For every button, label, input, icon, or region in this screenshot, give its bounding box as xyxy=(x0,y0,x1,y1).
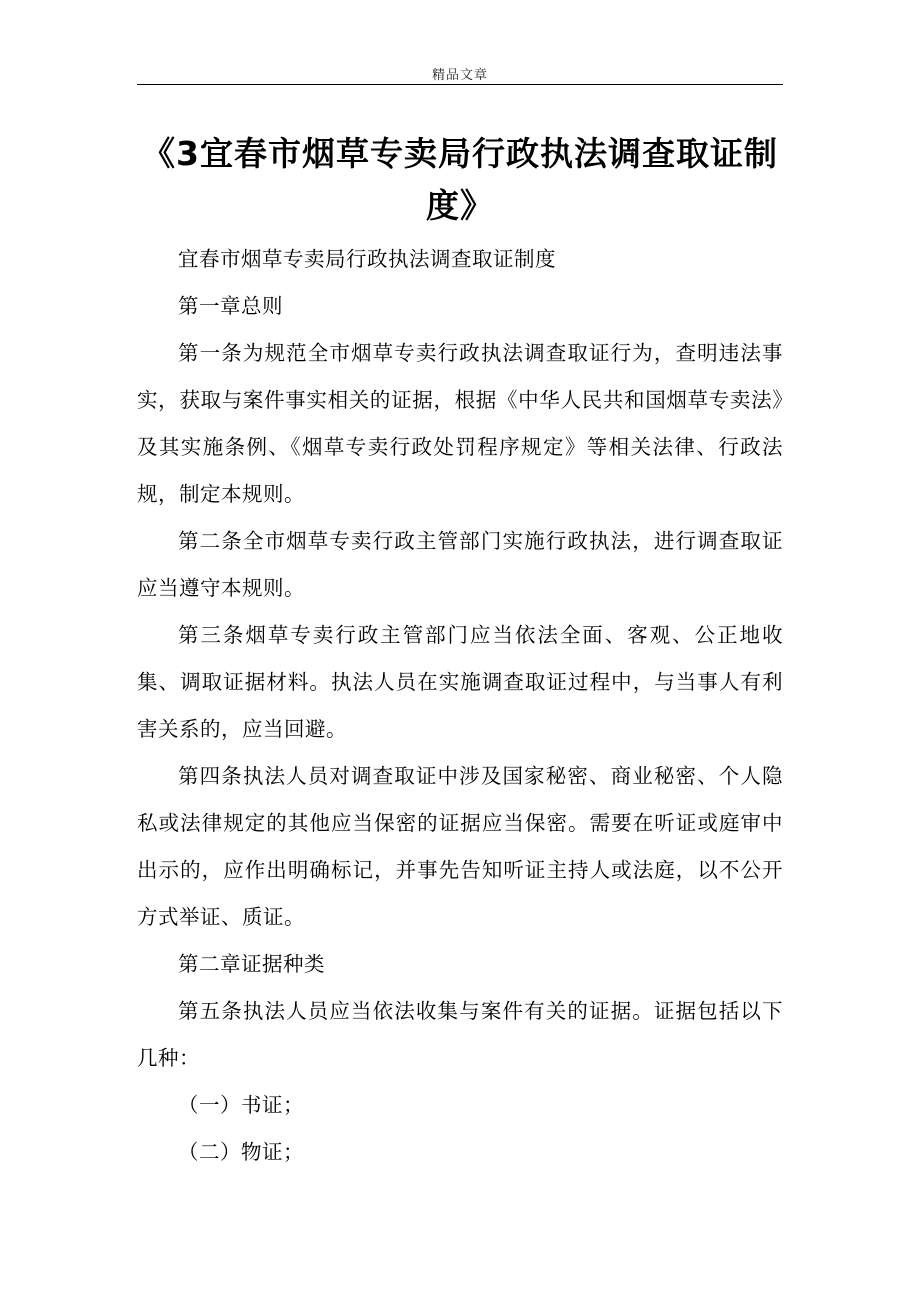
article-1: 第一条为规范全市烟草专卖行政执法调查取证行为，查明违法事实，获取与案件事实相关的证据，根据《中华人民共和国烟草专卖法》及其实施条例、《烟草专卖行政处罚程序规定》等相关法律、行政法规，制定本规则。 xyxy=(137,341,783,506)
chapter-heading-2: 第二章证据种类 xyxy=(178,952,325,976)
list-item-2: （二）物证； xyxy=(178,1140,304,1164)
article-4: 第四条执法人员对调查取证中涉及国家秘密、商业秘密、个人隐私或法律规定的其他应当保密的证据应当保密。需要在听证或庭审中出示的，应作出明确标记，并事先告知听证主持人或法庭，以不公开方式举证、质证。 xyxy=(137,764,783,929)
article-5: 第五条执法人员应当依法收集与案件有关的证据。证据包括以下几种： xyxy=(137,999,783,1070)
document-body xyxy=(137,236,783,1176)
chapter-heading-1: 第一章总则 xyxy=(178,294,283,318)
list-item-1: （一）书证； xyxy=(178,1093,304,1117)
paragraph-subtitle: 宜春市烟草专卖局行政执法调查取证制度 xyxy=(178,247,556,271)
article-3: 第三条烟草专卖行政主管部门应当依法全面、客观、公正地收集、调取证据材料。执法人员在实施调查取证过程中，与当事人有利害关系的，应当回避。 xyxy=(137,623,783,741)
document-title: 《3宜春市烟草专卖局行政执法调查取证制度》 xyxy=(142,134,778,225)
article-2: 第二条全市烟草专卖行政主管部门实施行政执法，进行调查取证应当遵守本规则。 xyxy=(137,529,783,600)
header-divider xyxy=(137,84,783,85)
page-header-label: 精品文章 xyxy=(431,68,488,83)
